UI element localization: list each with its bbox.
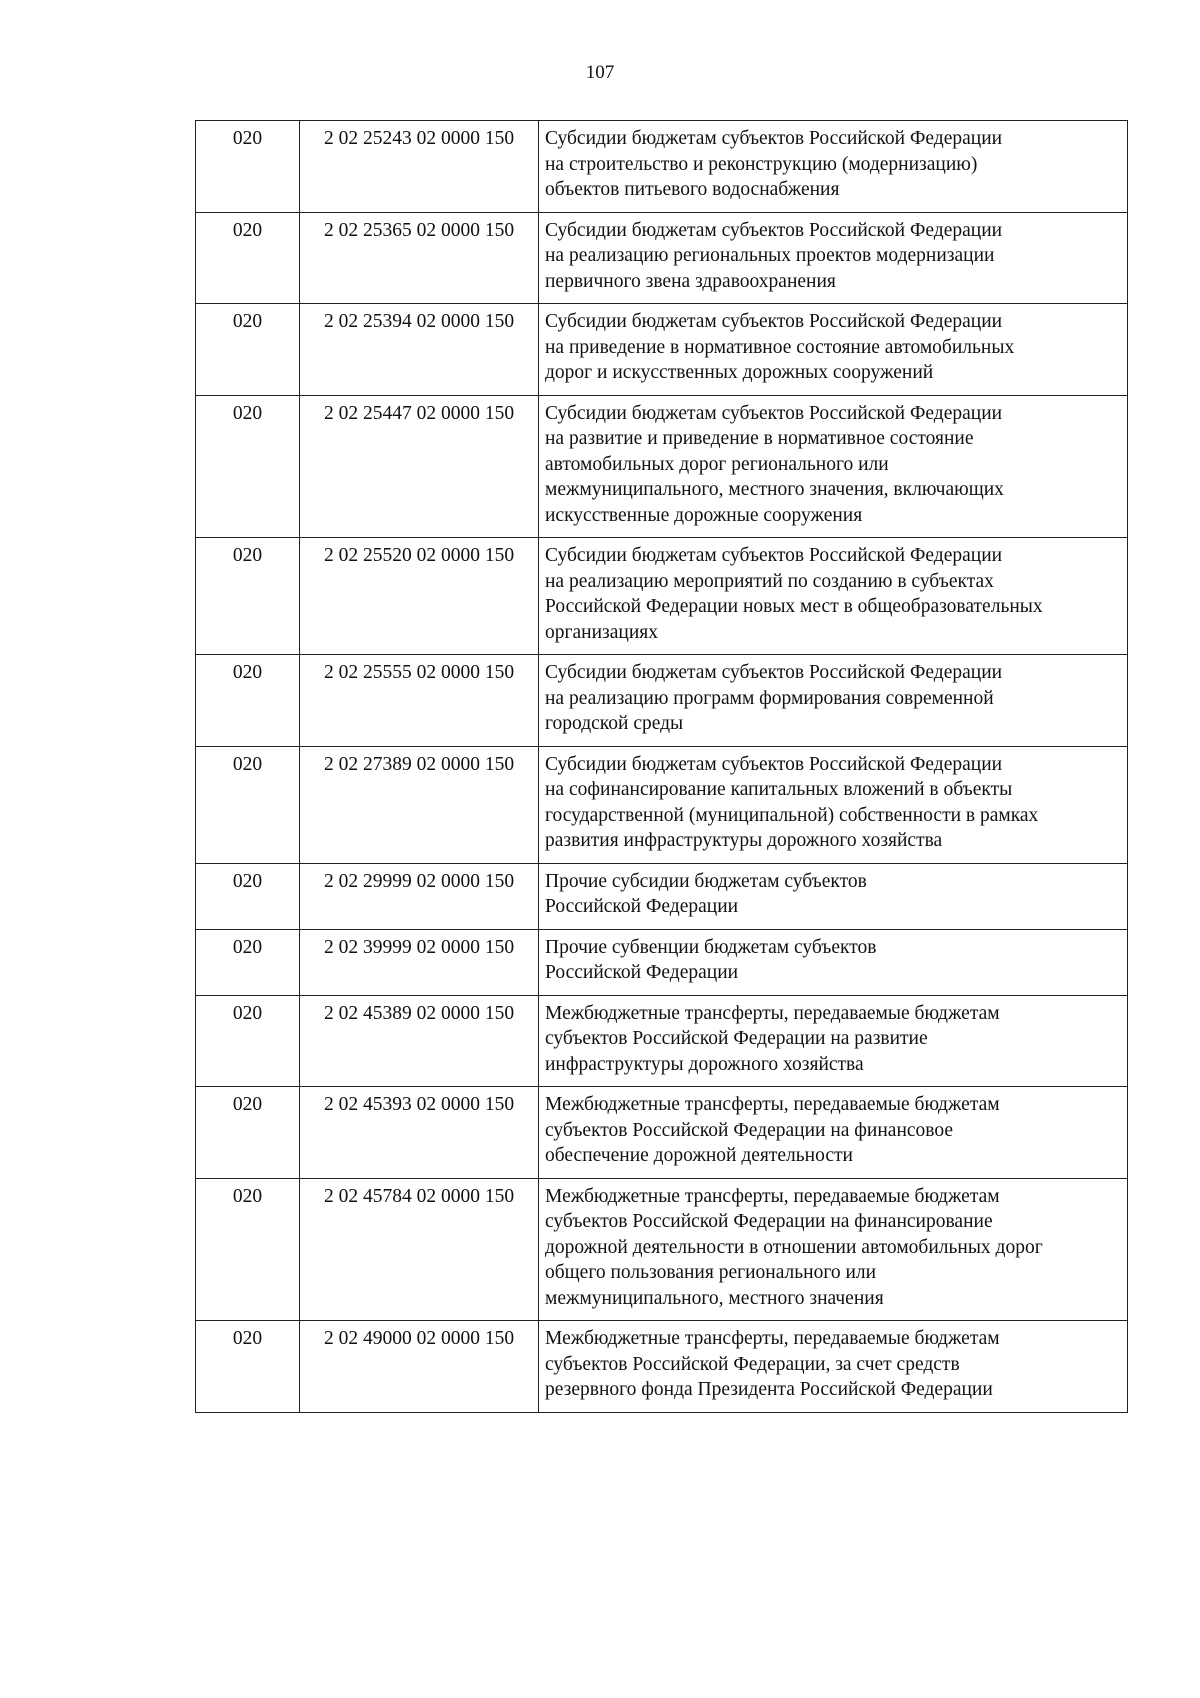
revenue-name-line: Прочие субвенции бюджетам субъектов: [545, 936, 877, 958]
revenue-name-line: Межбюджетные трансферты, передаваемые бюджетам: [545, 1185, 1000, 1207]
page-number: 107: [585, 62, 615, 83]
admin-code-cell: 020: [196, 1087, 300, 1179]
revenue-name-line: межмуниципального, местного значения, включающих: [545, 479, 1004, 500]
table-row: [196, 121, 1128, 213]
revenue-name-line: Межбюджетные трансферты, передаваемые бюджетам: [545, 1094, 1000, 1115]
admin-code-cell: 020: [196, 655, 300, 747]
revenue-code-cell: 2 02 25365 02 0000 150: [300, 212, 539, 304]
revenue-name-cell: [539, 995, 1128, 1087]
revenue-name-cell: [539, 395, 1128, 538]
budget-revenue-table: [195, 120, 1128, 1413]
revenue-name-line: Субсидии бюджетам субъектов Российской Федерации: [545, 402, 1003, 424]
table-row: [196, 538, 1128, 655]
revenue-code-cell: 2 02 25394 02 0000 150: [300, 304, 539, 396]
revenue-name-line: Субсидии бюджетам субъектов Российской Федерации: [545, 128, 1003, 149]
revenue-name-line: инфраструктуры дорожного хозяйства: [545, 1053, 864, 1075]
table-body: [196, 121, 1128, 1413]
revenue-name-line: объектов питьевого водоснабжения: [545, 179, 840, 200]
admin-code-cell: 020: [196, 863, 300, 929]
table-row: [196, 1321, 1128, 1413]
revenue-name-line: Российской Федерации: [545, 896, 739, 917]
revenue-name-line: субъектов Российской Федерации на развитие: [545, 1028, 928, 1049]
revenue-code-cell: 2 02 29999 02 0000 150: [300, 863, 539, 929]
revenue-code-cell: 2 02 25447 02 0000 150: [300, 395, 539, 538]
table-row: [196, 995, 1128, 1087]
revenue-name-line: на софинансирование капитальных вложений в объекты: [545, 779, 1013, 800]
revenue-name-cell: [539, 121, 1128, 213]
revenue-name-cell: [539, 746, 1128, 863]
revenue-name-line: общего пользования регионального или: [545, 1262, 877, 1283]
revenue-name-cell: [539, 304, 1128, 396]
admin-code-cell: 020: [196, 929, 300, 995]
revenue-name-cell: [539, 538, 1128, 655]
revenue-name-line: Прочие субсидии бюджетам субъектов: [545, 870, 867, 892]
revenue-name-line: на реализацию программ формирования современной: [545, 687, 994, 709]
table-row: [196, 212, 1128, 304]
revenue-name-cell: [539, 1087, 1128, 1179]
revenue-code-cell: 2 02 27389 02 0000 150: [300, 746, 539, 863]
table-row: [196, 746, 1128, 863]
revenue-name-line: Межбюджетные трансферты, передаваемые бюджетам: [545, 1002, 1000, 1024]
revenue-name-line: государственной (муниципальной) собственности в рамках: [545, 804, 1039, 826]
table-row: [196, 304, 1128, 396]
revenue-name-line: на реализацию региональных проектов модернизации: [545, 245, 995, 266]
admin-code-cell: 020: [196, 304, 300, 396]
revenue-name-cell: [539, 1321, 1128, 1413]
revenue-name-cell: [539, 863, 1128, 929]
revenue-name-line: Субсидии бюджетам субъектов Российской Федерации: [545, 311, 1003, 332]
revenue-name-line: субъектов Российской Федерации на финансовое: [545, 1119, 954, 1141]
revenue-name-cell: [539, 1178, 1128, 1321]
revenue-name-line: Субсидии бюджетам субъектов Российской Федерации: [545, 545, 1003, 566]
table-row: [196, 395, 1128, 538]
revenue-code-cell: 2 02 25520 02 0000 150: [300, 538, 539, 655]
revenue-name-line: первичного звена здравоохранения: [545, 270, 836, 292]
revenue-name-line: Субсидии бюджетам субъектов Российской Федерации: [545, 753, 1003, 775]
revenue-name-line: резервного фонда Президента Российской Федерации: [545, 1379, 993, 1400]
revenue-name-cell: [539, 212, 1128, 304]
admin-code-cell: 020: [196, 212, 300, 304]
revenue-name-line: Субсидии бюджетам субъектов Российской Федерации: [545, 219, 1003, 241]
revenue-name-line: дорожной деятельности в отношении автомобильных дорог: [545, 1236, 1043, 1258]
revenue-name-line: организациях: [545, 621, 658, 643]
revenue-name-line: Межбюджетные трансферты, передаваемые бюджетам: [545, 1328, 1000, 1349]
admin-code-cell: 020: [196, 121, 300, 213]
table-row: [196, 863, 1128, 929]
revenue-name-line: искусственные дорожные сооружения: [545, 504, 863, 526]
admin-code-cell: 020: [196, 1321, 300, 1413]
revenue-name-line: Российской Федерации новых мест в общеобразовательных: [545, 596, 1043, 617]
revenue-name-line: развития инфраструктуры дорожного хозяйства: [545, 830, 943, 851]
revenue-code-cell: 2 02 49000 02 0000 150: [300, 1321, 539, 1413]
revenue-code-cell: 2 02 45784 02 0000 150: [300, 1178, 539, 1321]
revenue-name-line: обеспечение дорожной деятельности: [545, 1145, 853, 1166]
revenue-name-line: на реализацию мероприятий по созданию в субъектах: [545, 570, 994, 592]
revenue-name-line: городской среды: [545, 713, 684, 734]
revenue-code-cell: 2 02 25555 02 0000 150: [300, 655, 539, 747]
admin-code-cell: 020: [196, 538, 300, 655]
revenue-code-cell: 2 02 39999 02 0000 150: [300, 929, 539, 995]
revenue-name-line: на приведение в нормативное состояние автомобильных: [545, 336, 1015, 358]
revenue-name-line: дорог и искусственных дорожных сооружений: [545, 362, 934, 383]
admin-code-cell: 020: [196, 395, 300, 538]
table-row: [196, 655, 1128, 747]
revenue-code-cell: 2 02 25243 02 0000 150: [300, 121, 539, 213]
table-row: [196, 1178, 1128, 1321]
table-row: [196, 1087, 1128, 1179]
revenue-name-line: автомобильных дорог регионального или: [545, 453, 889, 475]
revenue-name-line: межмуниципального, местного значения: [545, 1287, 884, 1309]
revenue-name-cell: [539, 929, 1128, 995]
revenue-name-cell: [539, 655, 1128, 747]
revenue-code-cell: 2 02 45389 02 0000 150: [300, 995, 539, 1087]
revenue-code-cell: 2 02 45393 02 0000 150: [300, 1087, 539, 1179]
admin-code-cell: 020: [196, 995, 300, 1087]
revenue-name-line: Российской Федерации: [545, 962, 739, 983]
revenue-name-line: на развитие и приведение в нормативное состояние: [545, 428, 974, 449]
revenue-name-line: на строительство и реконструкцию (модернизацию): [545, 153, 978, 175]
admin-code-cell: 020: [196, 1178, 300, 1321]
revenue-name-line: субъектов Российской Федерации, за счет средств: [545, 1353, 960, 1375]
admin-code-cell: 020: [196, 746, 300, 863]
revenue-name-line: субъектов Российской Федерации на финансирование: [545, 1211, 993, 1232]
revenue-name-line: Субсидии бюджетам субъектов Российской Федерации: [545, 662, 1003, 683]
table-row: [196, 929, 1128, 995]
